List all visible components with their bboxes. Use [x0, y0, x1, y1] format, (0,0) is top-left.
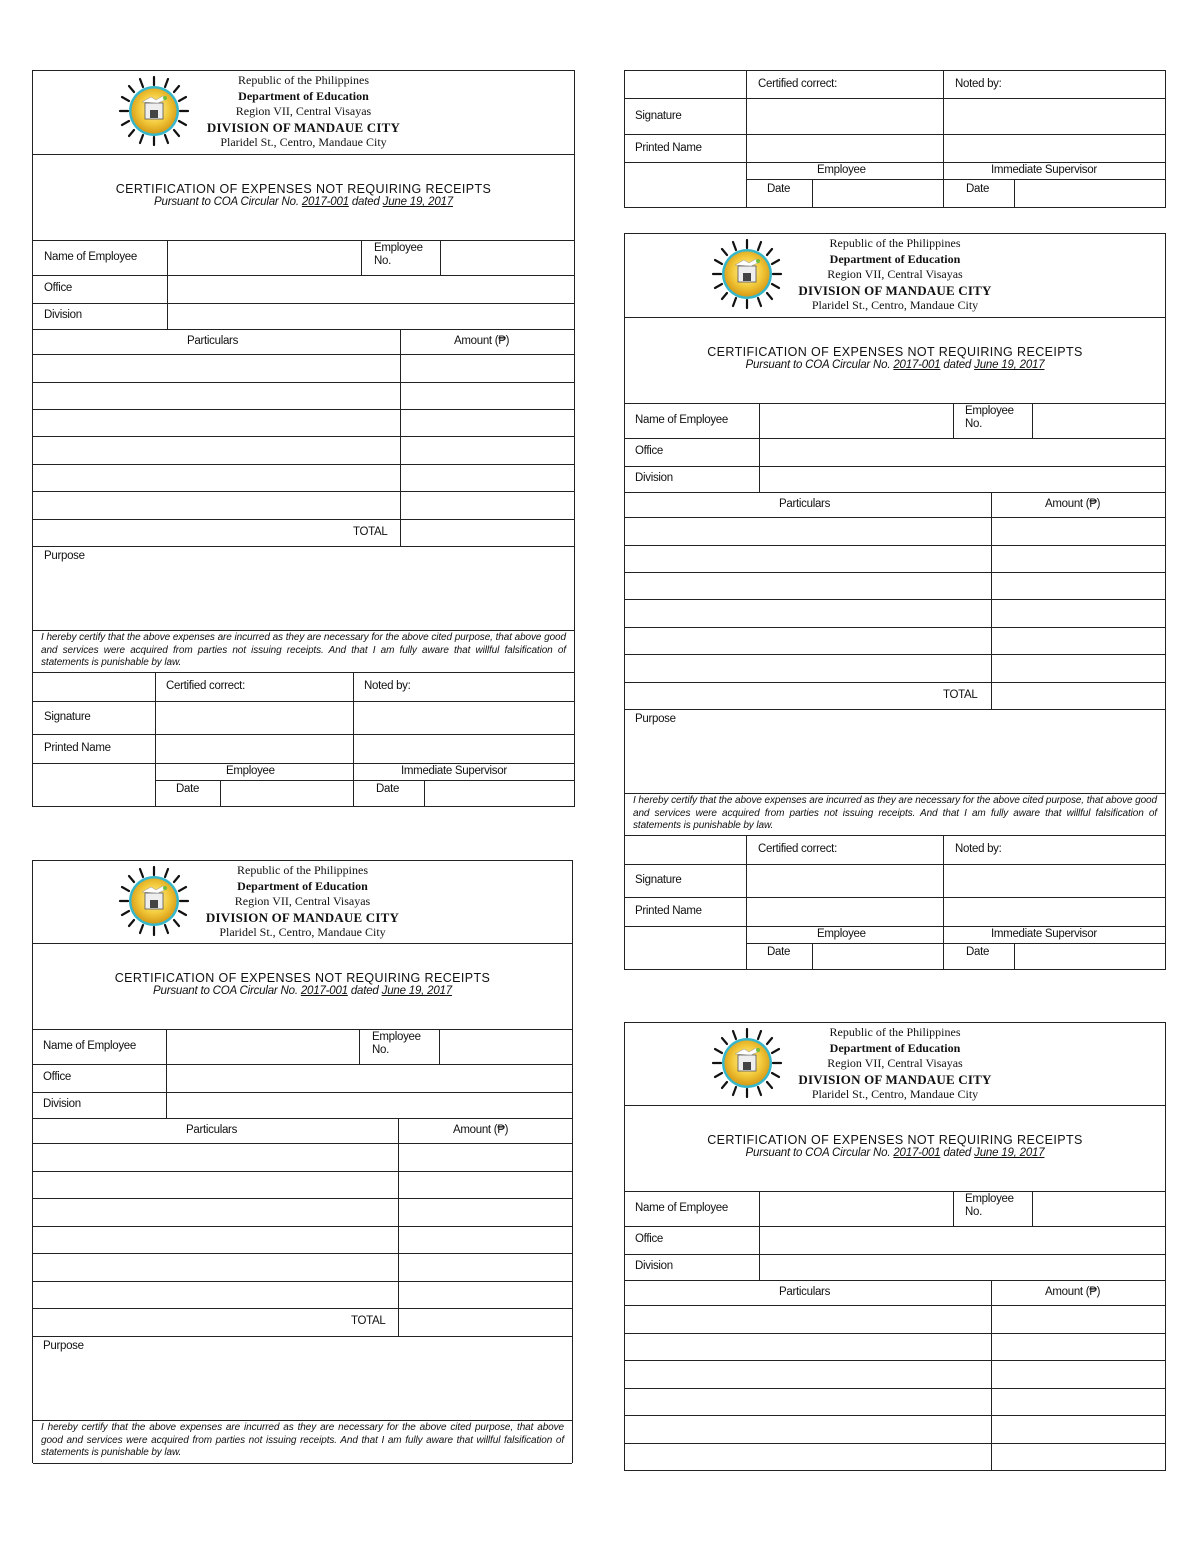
division-field[interactable]: [761, 1255, 1165, 1279]
purpose-label: Purpose: [43, 1340, 84, 1352]
office-label: Office: [43, 1071, 72, 1083]
particulars-row[interactable]: [625, 1443, 1165, 1470]
particulars-row[interactable]: [33, 1253, 572, 1281]
form-top-left: [32, 70, 575, 807]
name-of-employee-row: [33, 1029, 572, 1064]
office-row: [625, 1226, 1165, 1254]
particulars-row[interactable]: [33, 1143, 572, 1171]
supervisor-signature-field[interactable]: [945, 99, 1165, 133]
employee-date-label: Date: [767, 183, 791, 195]
particulars-row[interactable]: [625, 1415, 1165, 1443]
amount-header: Amount (₱): [453, 1124, 509, 1136]
form-subtitle: Pursuant to COA Circular No. 2017-001 dated June 19, 2017: [154, 196, 453, 208]
printed-name-label: Printed Name: [635, 142, 702, 154]
header-division: DIVISION OF MANDAUE CITY: [206, 119, 401, 135]
division-field[interactable]: [169, 304, 574, 328]
employee-date-field[interactable]: [814, 945, 943, 969]
particulars-row[interactable]: [625, 599, 1165, 627]
total-row: [33, 1308, 572, 1336]
particulars-row[interactable]: [625, 1333, 1165, 1360]
office-label: Office: [44, 282, 73, 294]
form-title-block: [33, 943, 572, 1029]
particulars-row[interactable]: [33, 1281, 572, 1308]
name-of-employee-label: Name of Employee: [43, 1040, 136, 1052]
noted-by-label: Noted by:: [955, 843, 1002, 855]
employee-no-field[interactable]: [1034, 1192, 1165, 1225]
printed-name-label: Printed Name: [44, 742, 111, 754]
total-label: TOTAL: [943, 689, 978, 701]
header-department: Department of Education: [237, 878, 368, 893]
header-department: Department of Education: [829, 1040, 961, 1055]
role-date-row: [625, 926, 1165, 969]
form-title: CERTIFICATION OF EXPENSES NOT REQUIRING RECEIPTS: [707, 345, 1083, 359]
supervisor-date-field[interactable]: [426, 782, 574, 806]
form-subtitle: Pursuant to COA Circular No. 2017-001 dated June 19, 2017: [745, 359, 1045, 371]
office-row: [33, 1064, 572, 1092]
particulars-row[interactable]: [625, 1305, 1165, 1333]
header-republic: Republic of the Philippines: [238, 73, 369, 87]
signature-row: [33, 701, 574, 734]
total-amount-field[interactable]: [993, 683, 1165, 708]
name-of-employee-field[interactable]: [761, 1192, 953, 1225]
office-label: Office: [635, 1233, 664, 1245]
division-label: Division: [44, 309, 82, 321]
division-row: [625, 466, 1165, 492]
form-subtitle: Pursuant to COA Circular No. 2017-001 dated June 19, 2017: [745, 1147, 1045, 1159]
header-region: Region VII, Central Visayas: [827, 267, 963, 281]
particulars-row[interactable]: [33, 436, 574, 464]
division-label: Division: [635, 472, 673, 484]
header-division: DIVISION OF MANDAUE CITY: [798, 282, 992, 298]
division-field[interactable]: [168, 1093, 572, 1117]
supervisor-date-label: Date: [376, 783, 400, 795]
header-republic: Republic of the Philippines: [829, 236, 961, 250]
employee-no-label: Employee No.: [374, 242, 423, 267]
role-date-row: [33, 763, 574, 806]
particulars-header-row: [625, 492, 1165, 517]
division-field[interactable]: [761, 467, 1165, 491]
form-title-block: [33, 154, 574, 240]
header-division: DIVISION OF MANDAUE CITY: [205, 909, 400, 925]
supervisor-date-label: Date: [966, 946, 990, 958]
noted-by-label: Noted by:: [955, 78, 1002, 90]
employee-no-label: Employee No.: [965, 1193, 1014, 1218]
employee-role-label: Employee: [817, 928, 866, 940]
particulars-header-row: [625, 1280, 1165, 1305]
employee-role-label: Employee: [226, 765, 275, 777]
division-row: [625, 1254, 1165, 1280]
signature-header-row: [33, 672, 574, 701]
form-title: CERTIFICATION OF EXPENSES NOT REQUIRING RECEIPTS: [707, 1133, 1083, 1147]
total-row: [625, 682, 1165, 709]
name-of-employee-label: Name of Employee: [44, 251, 137, 263]
particulars-row[interactable]: [625, 654, 1165, 682]
letterhead: [33, 71, 574, 154]
certification-text: I hereby certify that the above expenses are incurred as they are necessary for the above cited purpose, that above good and services were acquired from parties not issuing receipts. And that I am fully aware that willful falsification of statements is punishable by law.: [41, 1422, 564, 1458]
employee-no-label: Employee No.: [372, 1031, 421, 1056]
particulars-row[interactable]: [33, 1226, 572, 1253]
particulars-row[interactable]: [33, 1171, 572, 1198]
division-label: Division: [635, 1260, 673, 1272]
supervisor-printed-name-field[interactable]: [945, 898, 1165, 925]
office-field[interactable]: [761, 1227, 1165, 1253]
printed-name-label: Printed Name: [635, 905, 702, 917]
supervisor-date-field[interactable]: [1016, 945, 1165, 969]
employee-printed-name-field[interactable]: [157, 735, 353, 762]
particulars-header-row: [33, 329, 574, 354]
immediate-supervisor-label: Immediate Supervisor: [991, 164, 1097, 176]
particulars-row[interactable]: [33, 382, 574, 409]
total-row: [33, 519, 574, 546]
certification-row: [33, 630, 574, 672]
certification-row: [625, 793, 1165, 835]
employee-date-field[interactable]: [814, 181, 943, 207]
printed-name-row: [625, 897, 1165, 926]
employee-no-field[interactable]: [442, 241, 574, 274]
supervisor-date-field[interactable]: [1016, 181, 1165, 207]
employee-signature-field[interactable]: [157, 702, 353, 733]
printed-name-row: [625, 134, 1165, 162]
particulars-header: Particulars: [186, 1124, 238, 1136]
purpose-label: Purpose: [44, 550, 85, 562]
letterhead: [625, 1023, 1165, 1105]
employee-no-field[interactable]: [441, 1030, 572, 1063]
purpose-label: Purpose: [635, 713, 676, 725]
total-amount-field[interactable]: [400, 1309, 572, 1335]
header-address: Plaridel St., Centro, Mandaue City: [811, 298, 979, 312]
signature-row: [625, 98, 1165, 134]
purpose-row[interactable]: [33, 546, 574, 630]
total-label: TOTAL: [351, 1315, 386, 1327]
form-title: CERTIFICATION OF EXPENSES NOT REQUIRING RECEIPTS: [114, 971, 491, 985]
employee-role-label: Employee: [817, 164, 866, 176]
header-address: Plaridel St., Centro, Mandaue City: [220, 135, 387, 149]
total-amount-field[interactable]: [402, 520, 574, 545]
particulars-header: Particulars: [779, 498, 831, 510]
supervisor-printed-name-field[interactable]: [355, 735, 574, 762]
signature-label: Signature: [635, 874, 682, 886]
supervisor-date-label: Date: [966, 183, 990, 195]
division-row: [33, 303, 574, 329]
noted-by-label: Noted by:: [364, 680, 411, 692]
office-field[interactable]: [761, 439, 1165, 465]
supervisor-signature-field[interactable]: [355, 702, 574, 733]
employee-no-label: Employee No.: [965, 405, 1014, 430]
header-region: Region VII, Central Visayas: [827, 1056, 963, 1070]
division-row: [33, 1092, 572, 1118]
header-address: Plaridel St., Centro, Mandaue City: [811, 1087, 979, 1101]
header-region: Region VII, Central Visayas: [234, 894, 371, 908]
role-date-row: [625, 162, 1165, 207]
office-row: [625, 438, 1165, 466]
particulars-row[interactable]: [625, 627, 1165, 654]
particulars-row[interactable]: [33, 409, 574, 436]
signature-label: Signature: [44, 711, 91, 723]
particulars-row[interactable]: [625, 517, 1165, 545]
particulars-header: Particulars: [779, 1286, 831, 1298]
employee-date-label: Date: [767, 946, 791, 958]
form-title-block: [625, 1105, 1165, 1191]
form-middle-right: [624, 233, 1166, 970]
certified-correct-label: Certified correct:: [758, 843, 837, 855]
office-label: Office: [635, 445, 664, 457]
immediate-supervisor-label: Immediate Supervisor: [991, 928, 1097, 940]
particulars-row[interactable]: [625, 545, 1165, 572]
office-field[interactable]: [169, 276, 574, 302]
signature-header-row: [625, 835, 1165, 864]
total-label: TOTAL: [353, 526, 388, 538]
particulars-header: Particulars: [187, 335, 239, 347]
supervisor-printed-name-field[interactable]: [945, 135, 1165, 161]
office-row: [33, 275, 574, 303]
amount-header: Amount (₱): [1045, 1286, 1101, 1298]
employee-date-field[interactable]: [222, 782, 353, 806]
particulars-row[interactable]: [625, 572, 1165, 599]
purpose-row[interactable]: [33, 1336, 572, 1420]
form-title: CERTIFICATION OF EXPENSES NOT REQUIRING RECEIPTS: [115, 182, 492, 196]
particulars-row[interactable]: [625, 1360, 1165, 1388]
name-of-employee-label: Name of Employee: [635, 1202, 728, 1214]
employee-date-label: Date: [176, 783, 200, 795]
name-of-employee-row: [625, 1191, 1165, 1226]
particulars-row[interactable]: [33, 464, 574, 491]
certified-correct-label: Certified correct:: [166, 680, 245, 692]
header-republic: Republic of the Philippines: [829, 1025, 961, 1039]
division-label: Division: [43, 1098, 81, 1110]
header-department: Department of Education: [829, 251, 961, 266]
particulars-row[interactable]: [33, 354, 574, 382]
name-of-employee-label: Name of Employee: [635, 414, 728, 426]
signature-row: [625, 864, 1165, 897]
printed-name-row: [33, 734, 574, 763]
name-of-employee-field[interactable]: [168, 1030, 359, 1063]
header-department: Department of Education: [238, 88, 369, 103]
certification-text: I hereby certify that the above expenses are incurred as they are necessary for the above cited purpose, that above good and services were acquired from parties not issuing receipts. And that I am fully aware that willful falsification of statements is punishable by law.: [41, 632, 566, 668]
header-division: DIVISION OF MANDAUE CITY: [798, 1071, 992, 1087]
amount-header: Amount (₱): [454, 335, 510, 347]
form-bottom-right: [624, 1022, 1166, 1471]
employee-signature-field[interactable]: [748, 865, 943, 896]
letterhead: [625, 234, 1165, 317]
form-top-right-continuation: [624, 70, 1166, 208]
name-of-employee-row: [625, 403, 1165, 438]
form-subtitle: Pursuant to COA Circular No. 2017-001 dated June 19, 2017: [153, 985, 452, 997]
name-of-employee-field[interactable]: [169, 241, 361, 274]
name-of-employee-row: [33, 240, 574, 275]
employee-printed-name-field[interactable]: [748, 898, 943, 925]
certification-text: I hereby certify that the above expenses are incurred as they are necessary for the above cited purpose, that above good and services were acquired from parties not issuing receipts. And that I am fully aware that willful falsification of statements is punishable by law.: [633, 795, 1157, 831]
purpose-row[interactable]: [625, 709, 1165, 793]
header-region: Region VII, Central Visayas: [235, 104, 372, 118]
name-of-employee-field[interactable]: [761, 404, 953, 437]
particulars-header-row: [33, 1118, 572, 1143]
employee-printed-name-field[interactable]: [748, 135, 943, 161]
immediate-supervisor-label: Immediate Supervisor: [401, 765, 507, 777]
signature-header-row: [625, 71, 1165, 98]
letterhead: [33, 861, 572, 943]
form-bottom-left: [32, 860, 573, 1463]
amount-header: Amount (₱): [1045, 498, 1101, 510]
employee-signature-field[interactable]: [748, 99, 943, 133]
certified-correct-label: Certified correct:: [758, 78, 837, 90]
particulars-row[interactable]: [625, 1388, 1165, 1415]
form-title-block: [625, 317, 1165, 403]
supervisor-signature-field[interactable]: [945, 865, 1165, 896]
particulars-row[interactable]: [33, 1198, 572, 1226]
signature-label: Signature: [635, 110, 682, 122]
certification-row: [33, 1420, 572, 1464]
header-address: Plaridel St., Centro, Mandaue City: [219, 925, 386, 939]
particulars-row[interactable]: [33, 491, 574, 519]
employee-no-field[interactable]: [1034, 404, 1165, 437]
office-field[interactable]: [168, 1065, 572, 1091]
header-republic: Republic of the Philippines: [237, 863, 368, 877]
